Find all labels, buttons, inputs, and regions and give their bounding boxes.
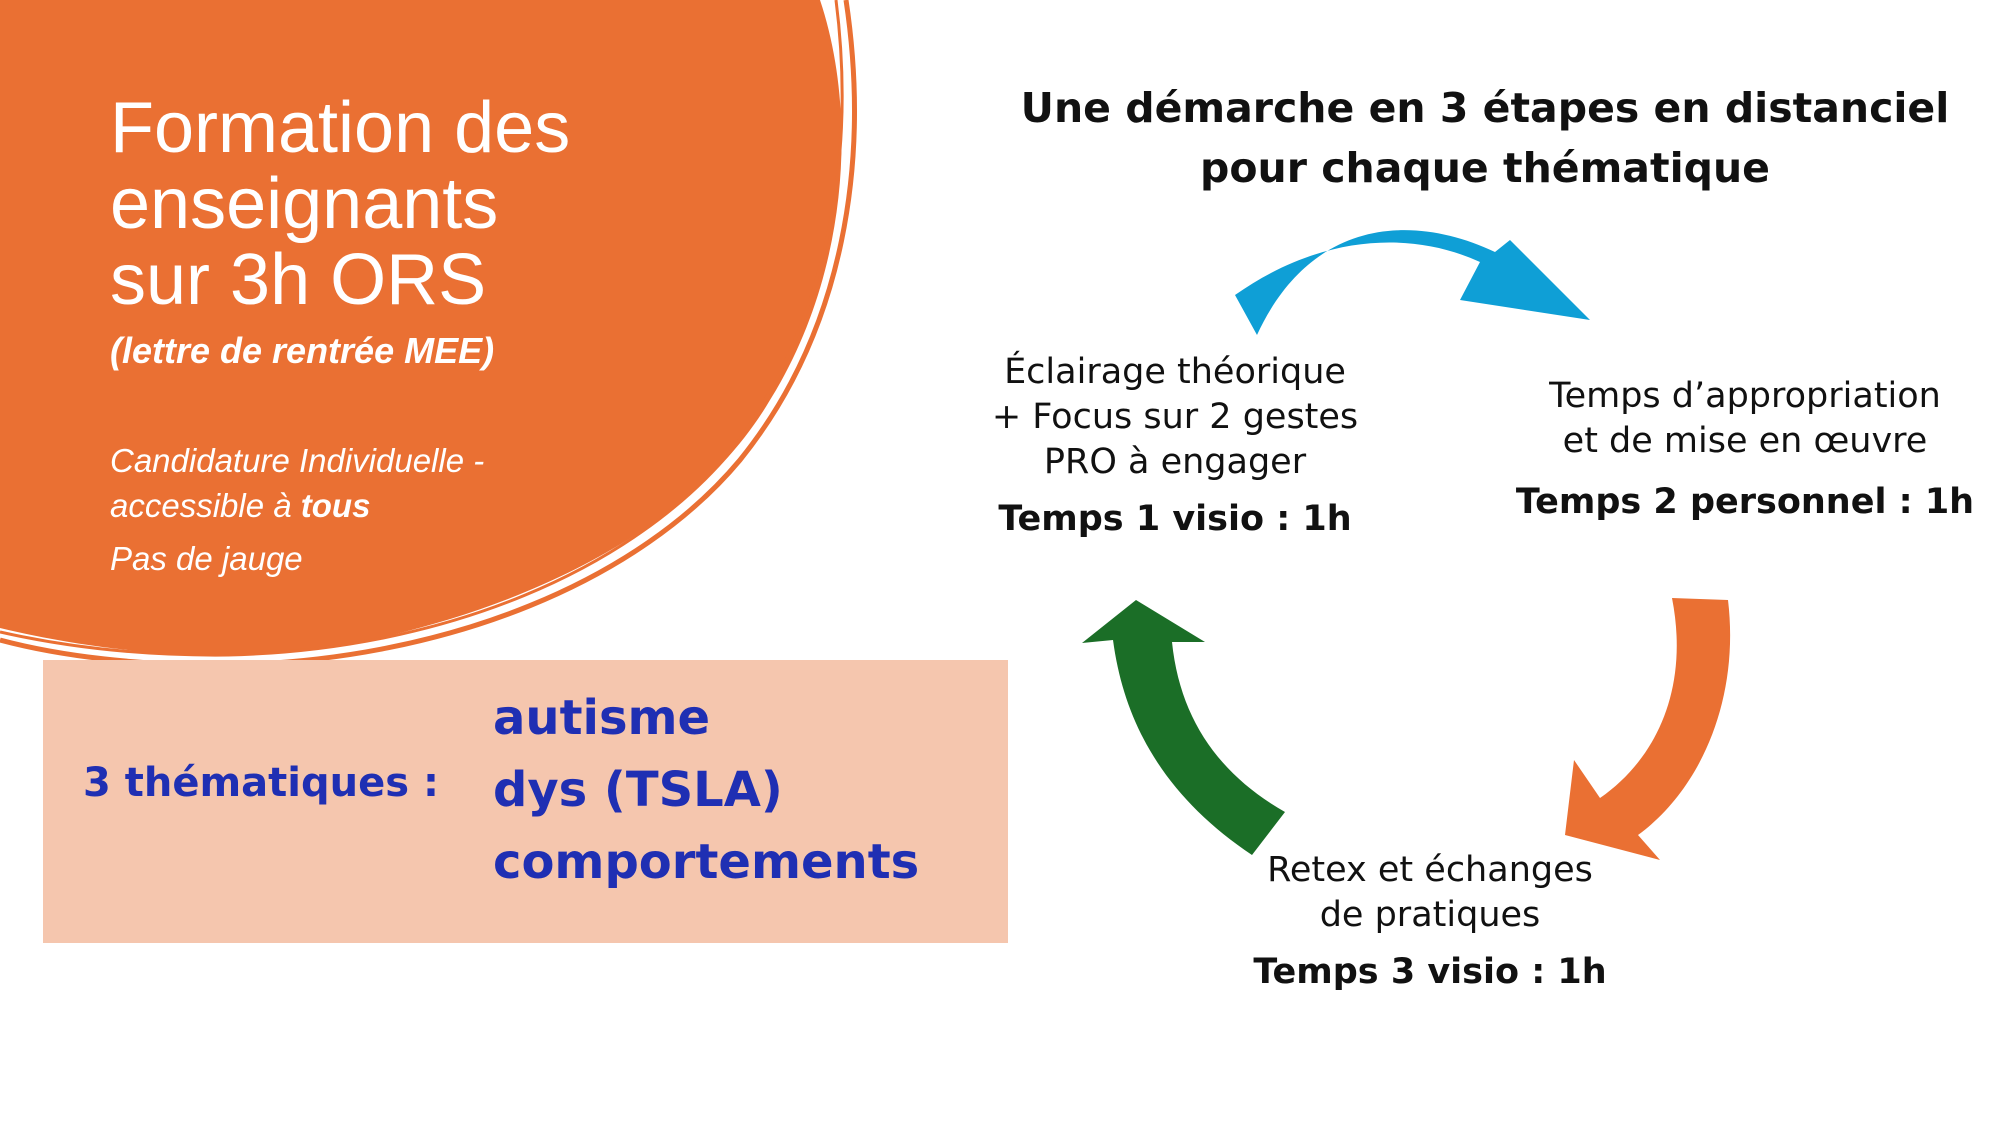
step-desc-line: Éclairage théorique — [1004, 352, 1346, 392]
step-desc-line: + Focus sur 2 gestes — [991, 397, 1359, 437]
candidature-prefix: accessible à — [110, 487, 301, 524]
step-description — [1225, 848, 1635, 938]
theme-item: comportements — [493, 834, 920, 890]
jauge-text: Pas de jauge — [110, 540, 303, 577]
step-description — [945, 350, 1405, 485]
step-time: Temps 2 personnel : 1h — [1515, 482, 1975, 522]
step-desc-line: de pratiques — [1319, 895, 1541, 935]
theme-item: autisme — [493, 690, 711, 746]
subtitle: (lettre de rentrée MEE) — [110, 330, 495, 371]
step-1 — [945, 350, 1405, 539]
candidature-bold: tous — [300, 487, 371, 524]
title-line: enseignants — [110, 164, 499, 244]
green-arrow-icon — [1082, 600, 1285, 855]
step-desc-line: et de mise en œuvre — [1562, 421, 1928, 461]
step-time: Temps 1 visio : 1h — [998, 499, 1352, 539]
orange-arrow-icon — [1565, 598, 1730, 860]
step-time: Temps 3 visio : 1h — [1253, 952, 1607, 992]
title-line: sur 3h ORS — [110, 240, 487, 320]
blue-arrow-icon — [1235, 230, 1590, 335]
heading-line: pour chaque thématique — [1200, 144, 1770, 192]
theme-item: dys (TSLA) — [493, 762, 783, 818]
step-description — [1505, 374, 1985, 464]
step-desc-line: Retex et échanges — [1267, 850, 1593, 890]
candidature-line: Candidature Individuelle - — [110, 442, 485, 479]
heading-line: Une démarche en 3 étapes en distanciel — [1020, 84, 1950, 132]
step-desc-line: PRO à engager — [1043, 442, 1307, 482]
themes-label: 3 thématiques : — [83, 760, 439, 806]
step-2 — [1505, 374, 1985, 522]
title-line: Formation des — [110, 88, 571, 168]
step-desc-line: Temps d’appropriation — [1549, 376, 1941, 416]
step-3 — [1225, 848, 1635, 992]
